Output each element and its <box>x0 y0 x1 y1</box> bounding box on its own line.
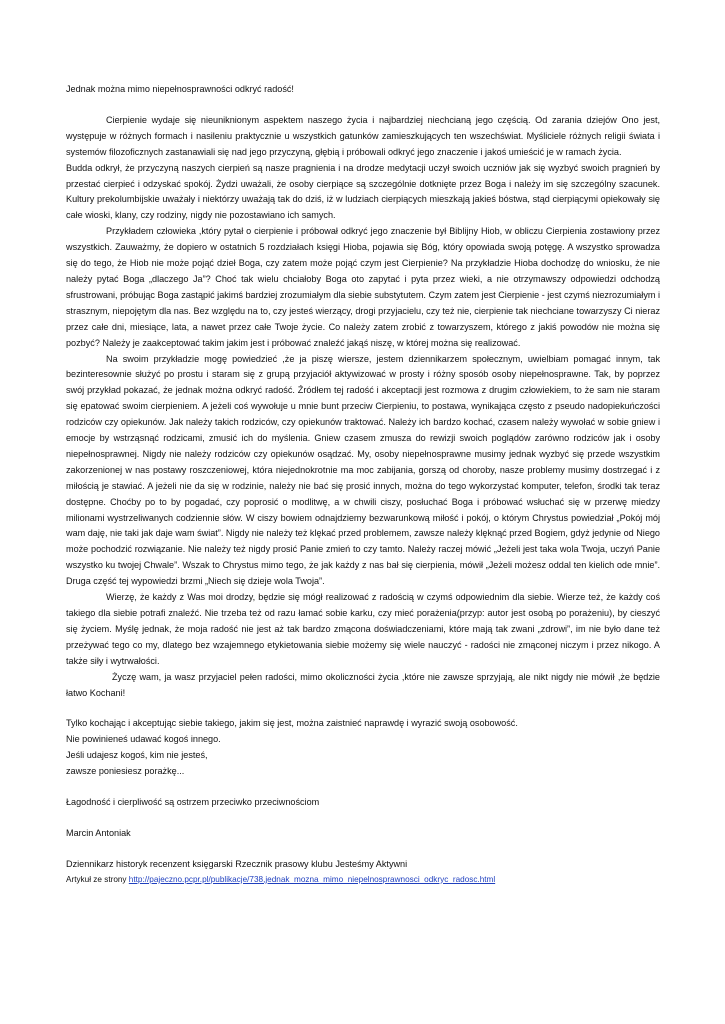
author-name: Marcin Antoniak <box>66 827 131 838</box>
paragraph-job: Przykładem człowieka ,który pytał o cierpienie i próbował odkryć jego znaczenie był Biblijny Hiob, w obliczu Cierpienia zostawiony przez wszystkich. Zauważmy, że dopiero w ostatnich 5 rozdziałach księgi Hioba, pojawia się Bóg, który opowiada swoją potęgę. A wszystko sprowadza się do tego, że Hiob nie może pojąć dzieł Boga, czy zatem może pojąć czym jest Cierpienie? Na przykładzie Hioba dochodzę do wniosku, że nie należy pytać Boga „dlaczego Ja”? Choć tak wielu chciałoby Boga oto zapytać i pyta przez wieki, a nie otrzymawszy odpowiedzi odchodzą sfrustrowani, próbując Boga zastąpić jakimś bardziej zrozumiałym dla siebie substytutem. Czym zatem jest Cierpienie - jest czymś niezrozumiałym i strasznym, niepojętym dla nas. Bez względu na to, czy jesteś wierzący, drogi przyjacielu, czy też nie, cierpienie tak niechciane towarzyszy Ci nieraz przez całe dni, miesiące, lata, a nawet przez całe Twoje życie. Co należy zatem zrobić z towarzyszem, którego z jakiś powodów nie można się pozbyć? Należy je zaakceptować takim jakim jest i próbować znaleźć jakąś niszę, w której można się realizować. <box>66 226 660 348</box>
source-link[interactable]: http://pajeczno.pcpr.pl/publikacje/738,jednak_mozna_mimo_niepelnosprawnosci_odkryc_radosc.html <box>128 874 496 884</box>
paragraph-wishes: Życzę wam, ja wasz przyjaciel pełen radości, mimo okoliczności życia ,które nie zawsze sprzyjają, ale nikt nigdy nie mówił ,że będzie łatwo Kochani! <box>66 671 660 698</box>
closing-line: Tylko kochając i akceptując siebie takiego, jakim się jest, można zaistnieć naprawdę i wyrazić swoją osobowość. <box>66 718 518 729</box>
article-title: Jednak można mimo niepełnosprawności odkryć radość! <box>66 84 294 94</box>
spacer <box>66 780 660 795</box>
source-line <box>66 873 660 886</box>
closing-line: Jeśli udajesz kogoś, kim nie jesteś, <box>66 750 208 761</box>
spacer <box>66 701 660 716</box>
paragraph-personal: Na swoim przykładzie mogę powiedzieć ,że ja piszę wiersze, jestem dziennikarzem społecznym, uwielbiam pomagać innym, tak bezinteresownie służyć po prostu i staram się z grupą przyjaciół aktywizować w prosty i różny sposób osoby niepełnosprawne. Tak, by poprzez swój przykład pokazać, że jednak można odkryć radość. Źródłem tej radość i akceptacji jest rozmowa z drugim człowiekiem, to że sam nie staram się epatować swoim cierpieniem. A jeżeli coś wywołuje u mnie bunt przeciw Cierpieniu, to postawa, wynikająca często z pseudo nadopiekuńczości rodziców czy opiekunów. Jak należy takich rodziców, czy opiekunów traktować. Należy ich bardzo kochać, czasem należy wywołać w sobie gniew i emocje by wstrząsnąć rodzicami, zmusić ich do myślenia. Gniew czasem zmusza do rewizji swoich poglądów zarówno rodziców jak i osoby niepełnosprawnej. Nigdy nie należy rodziców czy opiekunów osądzać. My, osoby niepełnosprawne musimy jednak wyzbyć się przede wszystkim zakorzenionej w nas postawy roszczeniowej, która niejednokrotnie ma moc zabijania, gorszą od choroby, nasze problemy musimy dostrzegać i z miłością je stawiać. A jeżeli nie da się w rodzinie, należy nie bać się prosić innych, można do tego wykorzystać komputer, telefon, środki tak teraz dostępne. Choćby po to by pogadać, czy poprosić o modlitwę, a w chwili ciszy, posłuchać Boga i próbować wsłuchać się w przerwę miedzy milionami wystrzeliwanych codziennie słów. W ciszy bowiem odnajdziemy bezwarunkową miłość i pokój, o którym Chrystus powiedział „Pokój mój wam daję, nie taki jak daje wam świat”. Nigdy nie należy też klękać przed problemem, zawsze należy klęknąć przed Bogiem, gdyż jedynie od Niego może pochodzić rozwiązanie. Nie należy też nigdy prosić Panie zmień to czy tamto. Należy raczej mówić „Jeżeli jest taka wola Twoja, uczyń Panie wszystko ku twojej Chwale”. Wszak to Chrystus mimo tego, że jak każdy z nas bał się cierpienia, mówił „Jeżeli możesz oddal ten kielich ode mnie”. Druga część tej wypowiedzi brzmi „Niech się dzieje wola Twoja”. <box>66 353 660 587</box>
paragraph-belief: Wierzę, że każdy z Was moi drodzy, będzie się mógł realizować z radością w czymś odpowiednim dla siebie. Wierze też, że każdy coś takiego dla siebie potrafi znaleźć. Nie trzeba też od razu łamać sobie karku, czy mieć porażenia(przyp: autor jest osobą po porażeniu), by cieszyć się życiem. Myślę jednak, że moja radość nie jest aż tak bardzo zmącona doświadczeniami, które mają tak zwani „zdrowi”, im nie było dane też przeżywać tego co my, dlatego bez wzajemnego etykietowania siebie możemy się wiele nauczyć - radości nie zmąconej niczym i przez nikogo. A także siły i wytrwałości. <box>66 592 660 666</box>
paragraph-intro: Cierpienie wydaje się nieuniknionym aspektem naszego życia i najbardziej niechcianą jego częścią. Od zarania dziejów Ono jest, występuje w różnych formach i nasileniu praktycznie u wszystkich gatunków zamieszkujących ten wszechświat. Myśliciele różnych religii świata i systemów filozoficznych zastanawiali się nad jego przyczyną, głębią i próbowali odkryć jego znaczenie i jakoś umieścić je w ramach życia. <box>66 114 660 157</box>
spacer <box>66 842 660 857</box>
spacer <box>66 811 660 826</box>
closing-line: Nie powinieneś udawać kogoś innego. <box>66 734 221 745</box>
closing-line: zawsze poniesiesz porażkę... <box>66 766 185 777</box>
motto: Łagodność i cierpliwość są ostrzem przeciwko przeciwnościom <box>66 797 320 808</box>
author-role: Dziennikarz historyk recenzent księgarski Rzecznik prasowy klubu Jesteśmy Aktywni <box>66 858 408 869</box>
source-prefix: Artykuł ze strony <box>66 874 127 884</box>
article <box>66 82 660 886</box>
paragraph-buddha: Budda odkrył, że przyczyną naszych cierpień są nasze pragnienia i na drodze medytacji uczył swoich uczniów jak się wyzbyć swoich pragnień by przestać cierpieć i odzyskać spokój. Żydzi uważali, że osoby cierpiące są szczególnie dotknięte przez Boga i należy im się szczególny szacunek. Kultury prekolumbijskie uważały i niektórzy uważają tak do dziś, iż w ludziach cierpiących mieszkają jakieś bóstwa, stąd cierpiącymi opiekowały się całe wioski, klany, czy rodziny, nigdy nie pozostawiano ich samych. <box>66 162 660 221</box>
